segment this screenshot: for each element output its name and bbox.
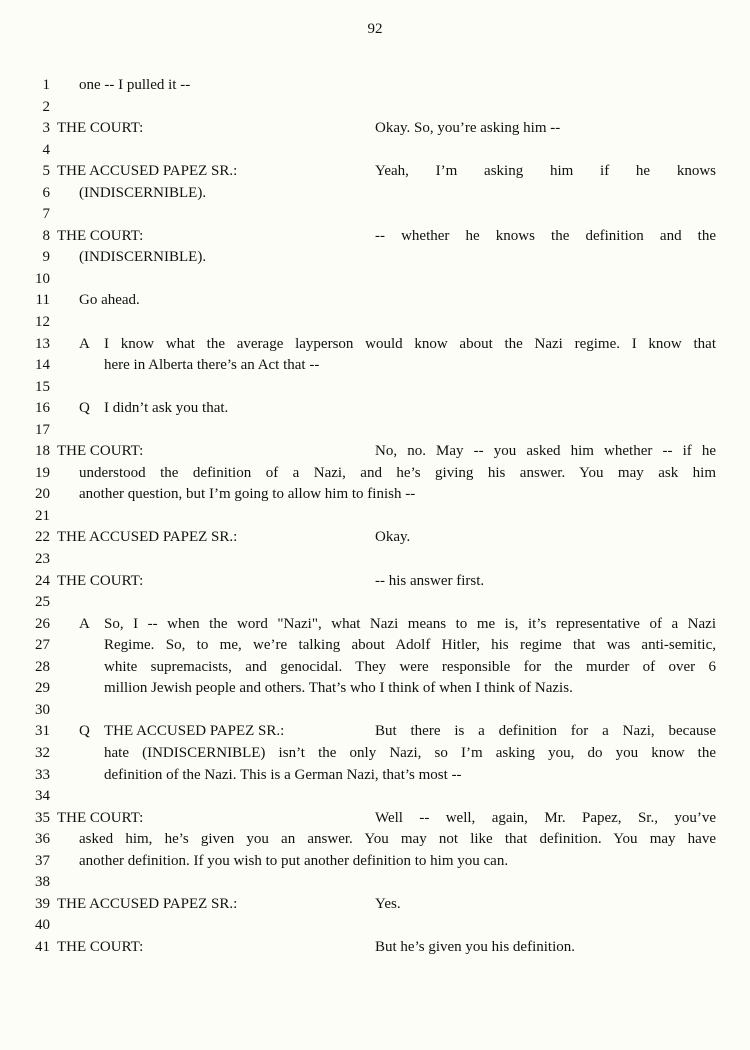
line-number: 7 [42,206,50,223]
transcript-line [0,765,750,787]
line-number: 37 [35,852,50,869]
transcript-line [0,937,750,959]
transcript-line [0,700,750,722]
line-number: 6 [42,184,50,201]
transcript-line [0,829,750,851]
line-number: 25 [35,594,50,611]
speech-text: Okay. [375,529,411,546]
line-number: 17 [35,421,50,438]
line-text: here in Alberta there’s an Act that -- [104,357,320,374]
line-number: 9 [42,249,50,266]
page-number: 92 [367,21,383,37]
transcript-line [0,894,750,916]
line-text: another question, but I’m going to allow him to finish -- [79,486,416,503]
line-text: million Jewish people and others. That’s who I think of when I think of Nazis. [104,680,573,697]
line-number: 13 [35,335,50,352]
line-number: 8 [42,227,50,244]
transcript-line [0,635,750,657]
transcript-line [0,614,750,636]
transcript-line [0,527,750,549]
transcript-line [0,484,750,506]
line-number: 41 [35,938,50,955]
transcript-line [0,161,750,183]
transcript-line [0,592,750,614]
qa-marker: A [79,615,90,632]
speaker-label: THE ACCUSED PAPEZ SR.: [57,895,238,912]
speech-text: -- whether he knows the definition and the [375,227,716,244]
line-text: (INDISCERNIBLE). [79,249,207,266]
transcript-line [0,312,750,334]
transcript-line [0,398,750,420]
line-number: 34 [35,788,50,805]
line-text: asked him, he’s given you an answer. You may not like that definition. You may have [79,831,716,848]
transcript-line [0,269,750,291]
line-number: 10 [35,270,50,287]
line-text: Go ahead. [79,292,140,309]
transcript-line [0,549,750,571]
speaker-label: THE COURT: [57,120,144,137]
line-number: 21 [35,507,50,524]
line-number: 16 [35,400,50,417]
transcript-line [0,334,750,356]
transcript-line [0,786,750,808]
line-number: 15 [35,378,50,395]
line-text: understood the definition of a Nazi, and he’s giving his answer. You may ask him [79,464,716,481]
line-number: 18 [35,443,50,460]
line-number: 2 [42,98,50,115]
transcript-line [0,75,750,97]
line-number: 35 [35,809,50,826]
qa-marker: Q [79,400,90,417]
transcript-line [0,678,750,700]
speech-text: Yeah, I’m asking him if he knows [375,163,716,180]
line-number: 29 [35,680,50,697]
transcript-line [0,183,750,205]
qa-text: I know what the average layperson would know about the Nazi regime. I know that [104,335,716,352]
transcript-line [0,377,750,399]
transcript-line [0,743,750,765]
transcript-line [0,204,750,226]
transcript-line [0,657,750,679]
line-number: 32 [35,744,50,761]
transcript-lines [0,75,750,958]
speech-text: No, no. May -- you asked him whether -- if he [375,443,716,460]
line-number: 36 [35,831,50,848]
speaker-label: THE COURT: [57,938,144,955]
speech-text: But there is a definition for a Nazi, because [375,723,716,740]
qa-text: So, I -- when the word "Nazi", what Nazi means to me is, it’s representative of a Nazi [104,615,716,632]
speech-text: But he’s given you his definition. [375,938,575,955]
transcript-line [0,118,750,140]
line-text: one -- I pulled it -- [79,77,191,93]
line-number: 31 [35,723,50,740]
speech-text: Yes. [375,895,401,912]
transcript-line [0,506,750,528]
transcript-line [0,226,750,248]
transcript-line [0,872,750,894]
line-text: definition of the Nazi. This is a German Nazi, that’s most -- [104,766,462,783]
line-number: 40 [35,917,50,934]
transcript-line [0,290,750,312]
line-number: 26 [35,615,50,632]
speech-text: Well -- well, again, Mr. Papez, Sr., you’ve [375,809,716,826]
line-number: 22 [35,529,50,546]
line-number: 4 [42,141,50,158]
line-number: 28 [35,658,50,675]
qa-text: I didn’t ask you that. [104,400,229,417]
transcript-line [0,721,750,743]
speech-text: -- his answer first. [375,572,485,589]
line-text: white supremacists, and genocidal. They were responsible for the murder of over 6 [104,658,716,675]
line-number: 23 [35,551,50,568]
line-number: 5 [42,163,50,180]
line-number: 30 [35,701,50,718]
speaker-label: THE COURT: [57,227,144,244]
transcript-line [0,97,750,119]
speaker-label: THE COURT: [57,443,144,460]
line-text: hate (INDISCERNIBLE) isn’t the only Nazi, so I’m asking you, do you know the [104,744,716,761]
transcript-line [0,851,750,873]
transcript-line [0,140,750,162]
line-number: 1 [42,77,50,93]
speaker-label: THE COURT: [57,572,144,589]
line-number: 12 [35,314,50,331]
transcript-line [0,915,750,937]
qa-marker: A [79,335,90,352]
transcript-line [0,571,750,593]
transcript-line [0,247,750,269]
line-number: 39 [35,895,50,912]
speaker-label: THE COURT: [57,809,144,826]
line-text: Regime. So, to me, we’re talking about Adolf Hitler, his regime that was anti-semitic, [104,637,716,654]
speaker-label: THE ACCUSED PAPEZ SR.: [57,529,238,546]
speech-text: Okay. So, you’re asking him -- [375,120,561,137]
line-number: 27 [35,637,50,654]
line-number: 3 [42,120,50,137]
line-number: 38 [35,874,50,891]
line-number: 19 [35,464,50,481]
speaker-label: THE ACCUSED PAPEZ SR.: [104,723,285,740]
line-number: 11 [35,292,50,309]
qa-marker: Q [79,723,90,740]
line-text: another definition. If you wish to put another definition to him you can. [79,852,509,869]
line-number: 33 [35,766,50,783]
transcript-line [0,808,750,830]
line-text: (INDISCERNIBLE). [79,184,207,201]
transcript-line [0,355,750,377]
transcript-line [0,441,750,463]
line-number: 14 [35,357,50,374]
line-number: 24 [35,572,50,589]
transcript-line [0,463,750,485]
line-number: 20 [35,486,50,503]
transcript-line [0,420,750,442]
speaker-label: THE ACCUSED PAPEZ SR.: [57,163,238,180]
